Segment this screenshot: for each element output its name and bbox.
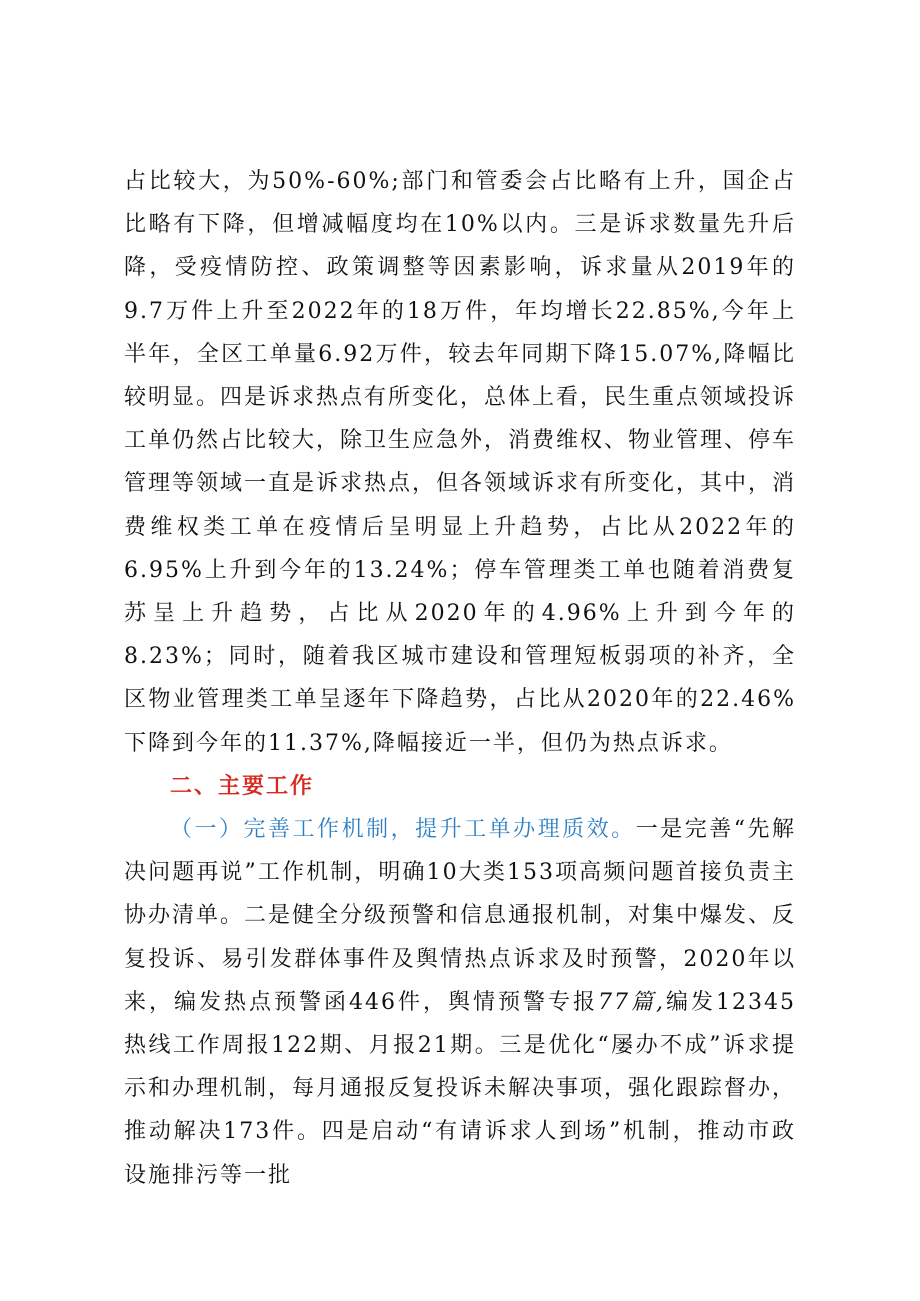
- paragraph-text-continued: 编发12345热线工作周报122期、月报21期。三是优化“屡办不成”诉求提示和办理机制，每月通报反复投诉未解决事项，强化跟踪督办，推动解决173件。四是启动“有请诉求人到场”机制，推动市政设施排污等一批: [124, 989, 797, 1188]
- section-heading-main-work: 二、主要工作: [170, 773, 315, 799]
- italic-count: 77篇,: [598, 989, 665, 1015]
- document-body: [124, 160, 796, 1197]
- subsection-heading-improve-mechanism: （一）完善工作机制，提升工单办理质效。: [170, 817, 636, 843]
- paragraph-work-mechanism: [124, 808, 796, 1197]
- paragraph-text: 一是完善“先解决问题再说”工作机制，明确10大类153项高频问题首接负责主协办清单。二是健全分级预警和信息通报机制，对集中爆发、反复投诉、易引发群体事件及舆情热点诉求及时预警，2020年以来，编发热点预警函446件，舆情预警专报: [124, 817, 797, 1015]
- paragraph-complaint-trends: 占比较大，为50%-60%;部门和管委会占比略有上升，国企占比略有下降，但增减幅度均在10%以内。三是诉求数量先升后降，受疫情防控、政策调整等因素影响，诉求量从2019年的9.7万件上升至2022年的18万件，年均增长22.85%,今年上半年，全区工单量6.92万件，较去年同期下降15.07%,降幅比较明显。四是诉求热点有所变化，总体上看，民生重点领域投诉工单仍然占比较大，除卫生应急外，消费维权、物业管理、停车管理等领域一直是诉求热点，但各领域诉求有所变化，其中，消费维权类工单在疫情后呈明显上升趋势，占比从2022年的6.95%上升到今年的13.24%；停车管理类工单也随着消费复苏呈上升趋势，占比从2020年的4.96%上升到今年的8.23%；同时，随着我区城市建设和管理短板弱项的补齐，全区物业管理类工单呈逐年下降趋势，占比从2020年的22.46%下降到今年的11.37%,降幅接近一半，但仍为热点诉求。: [124, 169, 797, 756]
